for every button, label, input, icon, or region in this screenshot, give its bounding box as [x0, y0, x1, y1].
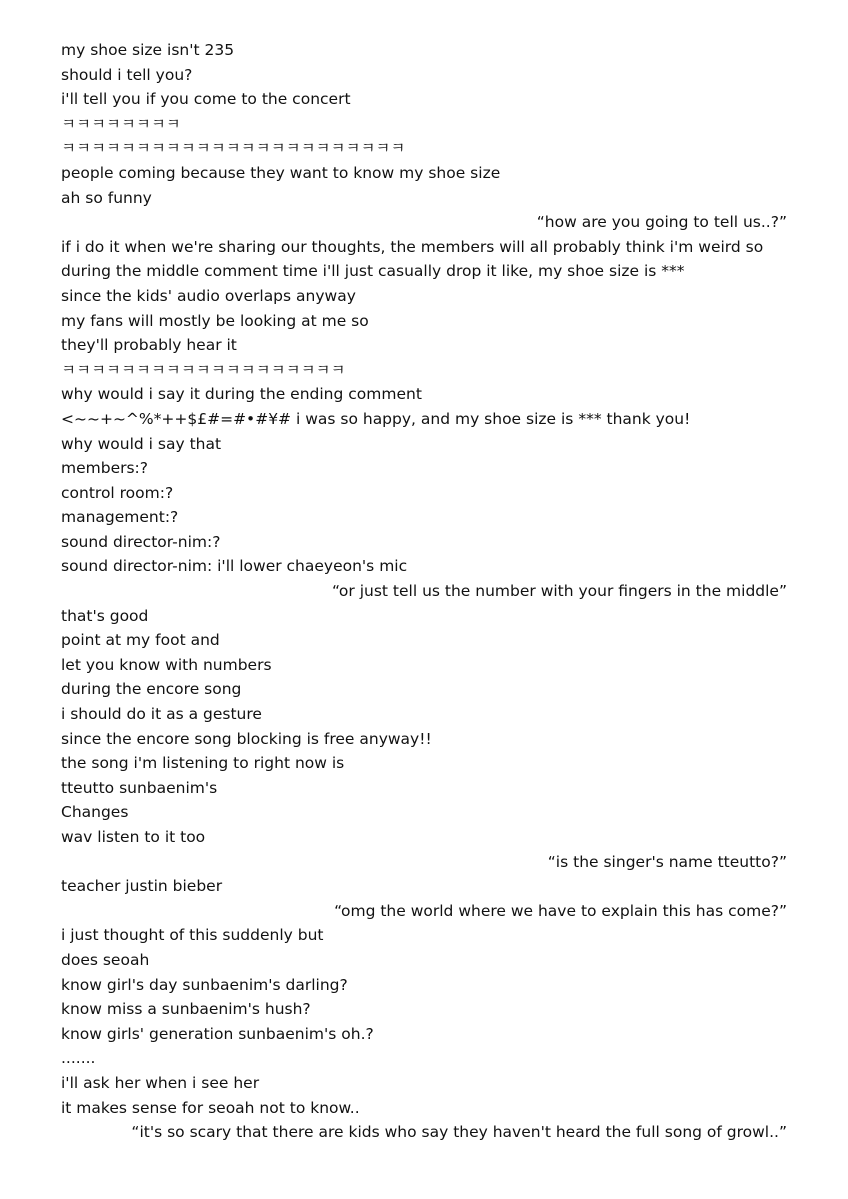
transcript-line: point at my foot and: [61, 631, 220, 650]
transcript-line: during the encore song: [61, 680, 242, 699]
transcript-line: ㅋㅋㅋㅋㅋㅋㅋㅋㅋㅋㅋㅋㅋㅋㅋㅋㅋㅋㅋ: [61, 360, 346, 379]
transcript-line: it makes sense for seoah not to know..: [61, 1098, 360, 1117]
transcript-line: why would i say it during the ending comment: [61, 385, 422, 404]
transcript-line: if i do it when we're sharing our thoughts, the members will all probably think i'm weird so: [61, 237, 764, 256]
transcript-line: sound director-nim:?: [61, 532, 221, 551]
transcript-line: ㅋㅋㅋㅋㅋㅋㅋㅋㅋㅋㅋㅋㅋㅋㅋㅋㅋㅋㅋㅋㅋㅋㅋ: [61, 139, 406, 158]
transcript-line: i should do it as a gesture: [61, 705, 262, 724]
transcript-line: teacher justin bieber: [61, 877, 223, 896]
fan-question-line: “omg the world where we have to explain this has come?”: [334, 901, 787, 920]
transcript-line: should i tell you?: [61, 65, 193, 84]
transcript-line: management:?: [61, 508, 179, 527]
transcript-line: know girls' generation sunbaenim's oh.?: [61, 1024, 374, 1043]
transcript-line: i just thought of this suddenly but: [61, 926, 324, 945]
transcript-line: .......: [61, 1049, 96, 1068]
transcript-line: <~~+~^%*++$£#=#•#¥# i was so happy, and my shoe size is *** thank you!: [61, 409, 691, 428]
fan-question-line: “how are you going to tell us..?”: [536, 213, 787, 232]
transcript-line: sound director-nim: i'll lower chaeyeon's mic: [61, 557, 408, 576]
transcript-line: they'll probably hear it: [61, 336, 237, 355]
transcript-line: let you know with numbers: [61, 655, 272, 674]
fan-question-line: “or just tell us the number with your fingers in the middle”: [332, 582, 787, 601]
transcript-line: does seoah: [61, 950, 150, 969]
transcript-line: ah so funny: [61, 188, 152, 207]
fan-question-line: “it's so scary that there are kids who say they haven't heard the full song of growl..”: [131, 1123, 787, 1142]
transcript-line: Changes: [61, 803, 129, 822]
transcript-line: during the middle comment time i'll just casually drop it like, my shoe size is ***: [61, 262, 685, 281]
transcript-line: why would i say that: [61, 434, 222, 453]
transcript-line: since the encore song blocking is free anyway!!: [61, 729, 432, 748]
transcript-line: the song i'm listening to right now is: [61, 754, 345, 773]
transcript-line: members:?: [61, 459, 149, 478]
transcript-line: know miss a sunbaenim's hush?: [61, 1000, 311, 1019]
transcript-line: since the kids' audio overlaps anyway: [61, 286, 356, 305]
transcript-line: my fans will mostly be looking at me so: [61, 311, 369, 330]
transcript-line: control room:?: [61, 483, 174, 502]
transcript-line: know girl's day sunbaenim's darling?: [61, 975, 348, 994]
transcript-line: my shoe size isn't 235: [61, 41, 235, 59]
transcript-document: [61, 38, 787, 1145]
transcript-line: i'll tell you if you come to the concert: [61, 90, 351, 109]
transcript-line: people coming because they want to know my shoe size: [61, 163, 501, 182]
transcript-line: tteutto sunbaenim's: [61, 778, 218, 797]
fan-question-line: “is the singer's name tteutto?”: [547, 852, 787, 871]
transcript-line: that's good: [61, 606, 149, 625]
transcript-line: ㅋㅋㅋㅋㅋㅋㅋㅋ: [61, 114, 181, 133]
transcript-line: wav listen to it too: [61, 828, 206, 846]
transcript-line: i'll ask her when i see her: [61, 1073, 260, 1092]
